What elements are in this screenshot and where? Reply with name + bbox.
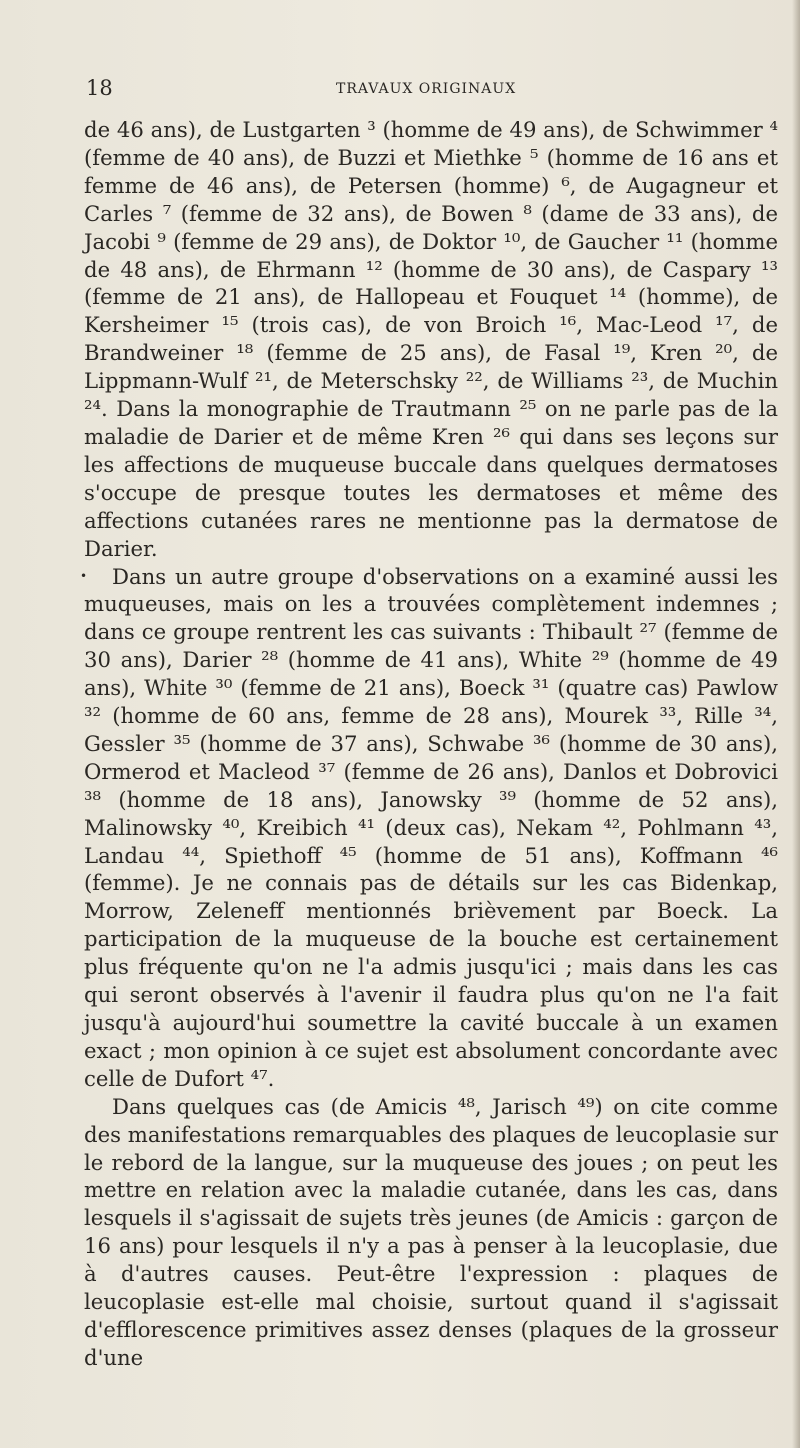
paragraph-mucosa-intact-text: Dans un autre groupe d'observations on a examiné aussi les muqueuses, mais on les a trouvées complètement indemnes ; dans ce groupe rentrent les cas suivants : Thibault ²⁷ (femme de 30 ans), Darier ²⁸ (homme de 41 ans), White ²⁹ (homme de 49 ans), White ³⁰ (femme de 21 ans), Boeck ³¹ (quatre cas) Pawlow ³² (homme de 60 ans, femme de 28 ans), Mourek ³³, Rille ³⁴, Gessler ³⁵ (homme de 37 ans), Schwabe ³⁶ (homme de 30 ans), Ormerod et Macleod ³⁷ (femme de 26 ans), Danlos et Dobrovici ³⁸ (homme de 18 ans), Janowsky ³⁹ (homme de 52 ans), Malinowsky ⁴⁰, Kreibich ⁴¹ (deux cas), Nekam ⁴², Pohlmann ⁴³, Landau ⁴⁴, Spiethoff ⁴⁵ (homme de 51 ans), Koffmann ⁴⁶ (femme). Je ne connais pas de détails sur les cas Bidenkap, Morrow, Zeleneff mentionnés brièvement par Boeck. La participation de la muqueuse de la bouche est certainement plus fréquente qu'on ne l'a admis jusqu'ici ; mais dans les cas qui seront observés à l'avenir il faudra plus qu'on ne l'a fait jusqu'à aujourd'hui soumettre la cavité buccale à un examen exact ; mon opinion à ce sujet est absolument concordante avec celle de Dufort ⁴⁷. <box>84 563 778 1091</box>
paragraph-leucoplasia: Dans quelques cas (de Amicis ⁴⁸, Jarisch ⁴⁹) on cite comme des manifestations remarquables des plaques de leucoplasie sur le rebord de la langue, sur la muqueuse des joues ; on peut les mettre en relation avec la maladie cutanée, dans les cas, dans lesquels il s'agissait de sujets très jeunes (de Amicis : garçon de 16 ans) pour lesquels il n'y a pas à penser à la leucoplasie, due à d'autres causes. Peut-être l'expression : plaques de leucoplasie est-elle mal choisie, surtout quand il s'agissait d'efflorescence primitives assez denses (plaques de la grosseur d'une <box>84 1093 778 1370</box>
paragraph-continued: de 46 ans), de Lustgarten ³ (homme de 49 ans), de Schwimmer ⁴ (femme de 40 ans), de Buzzi et Miethke ⁵ (homme de 16 ans et femme de 46 ans), de Petersen (homme) ⁶, de Augagneur et Carles ⁷ (femme de 32 ans), de Bowen ⁸ (dame de 33 ans), de Jacobi ⁹ (femme de 29 ans), de Doktor ¹⁰, de Gaucher ¹¹ (homme de 48 ans), de Ehrmann ¹² (homme de 30 ans), de Caspary ¹³ (femme de 21 ans), de Hallopeau et Fouquet ¹⁴ (homme), de Kersheimer ¹⁵ (trois cas), de von Broich ¹⁶, Mac-Leod ¹⁷, de Brandweiner ¹⁸ (femme de 25 ans), de Fasal ¹⁹, Kren ²⁰, de Lippmann-Wulf ²¹, de Meterschsky ²², de Williams ²³, de Muchin ²⁴. Dans la monographie de Trautmann ²⁵ on ne parle pas de la maladie de Darier et de même Kren ²⁶ qui dans ses leçons sur les affections de muqueuse buccale dans quelques dermatoses s'occupe de presque toutes les dermatoses et même des affections cutanées rares ne mentionne pas la dermatose de Darier. <box>84 117 778 561</box>
page-number: 18 <box>86 76 113 100</box>
body-text <box>80 116 778 1372</box>
page-header <box>86 76 760 100</box>
margin-mark: • <box>80 568 88 583</box>
paragraph-mucosa-intact <box>80 563 778 1093</box>
page-edge-shadow <box>792 0 800 1448</box>
running-title: TRAVAUX ORIGINAUX <box>336 81 517 97</box>
